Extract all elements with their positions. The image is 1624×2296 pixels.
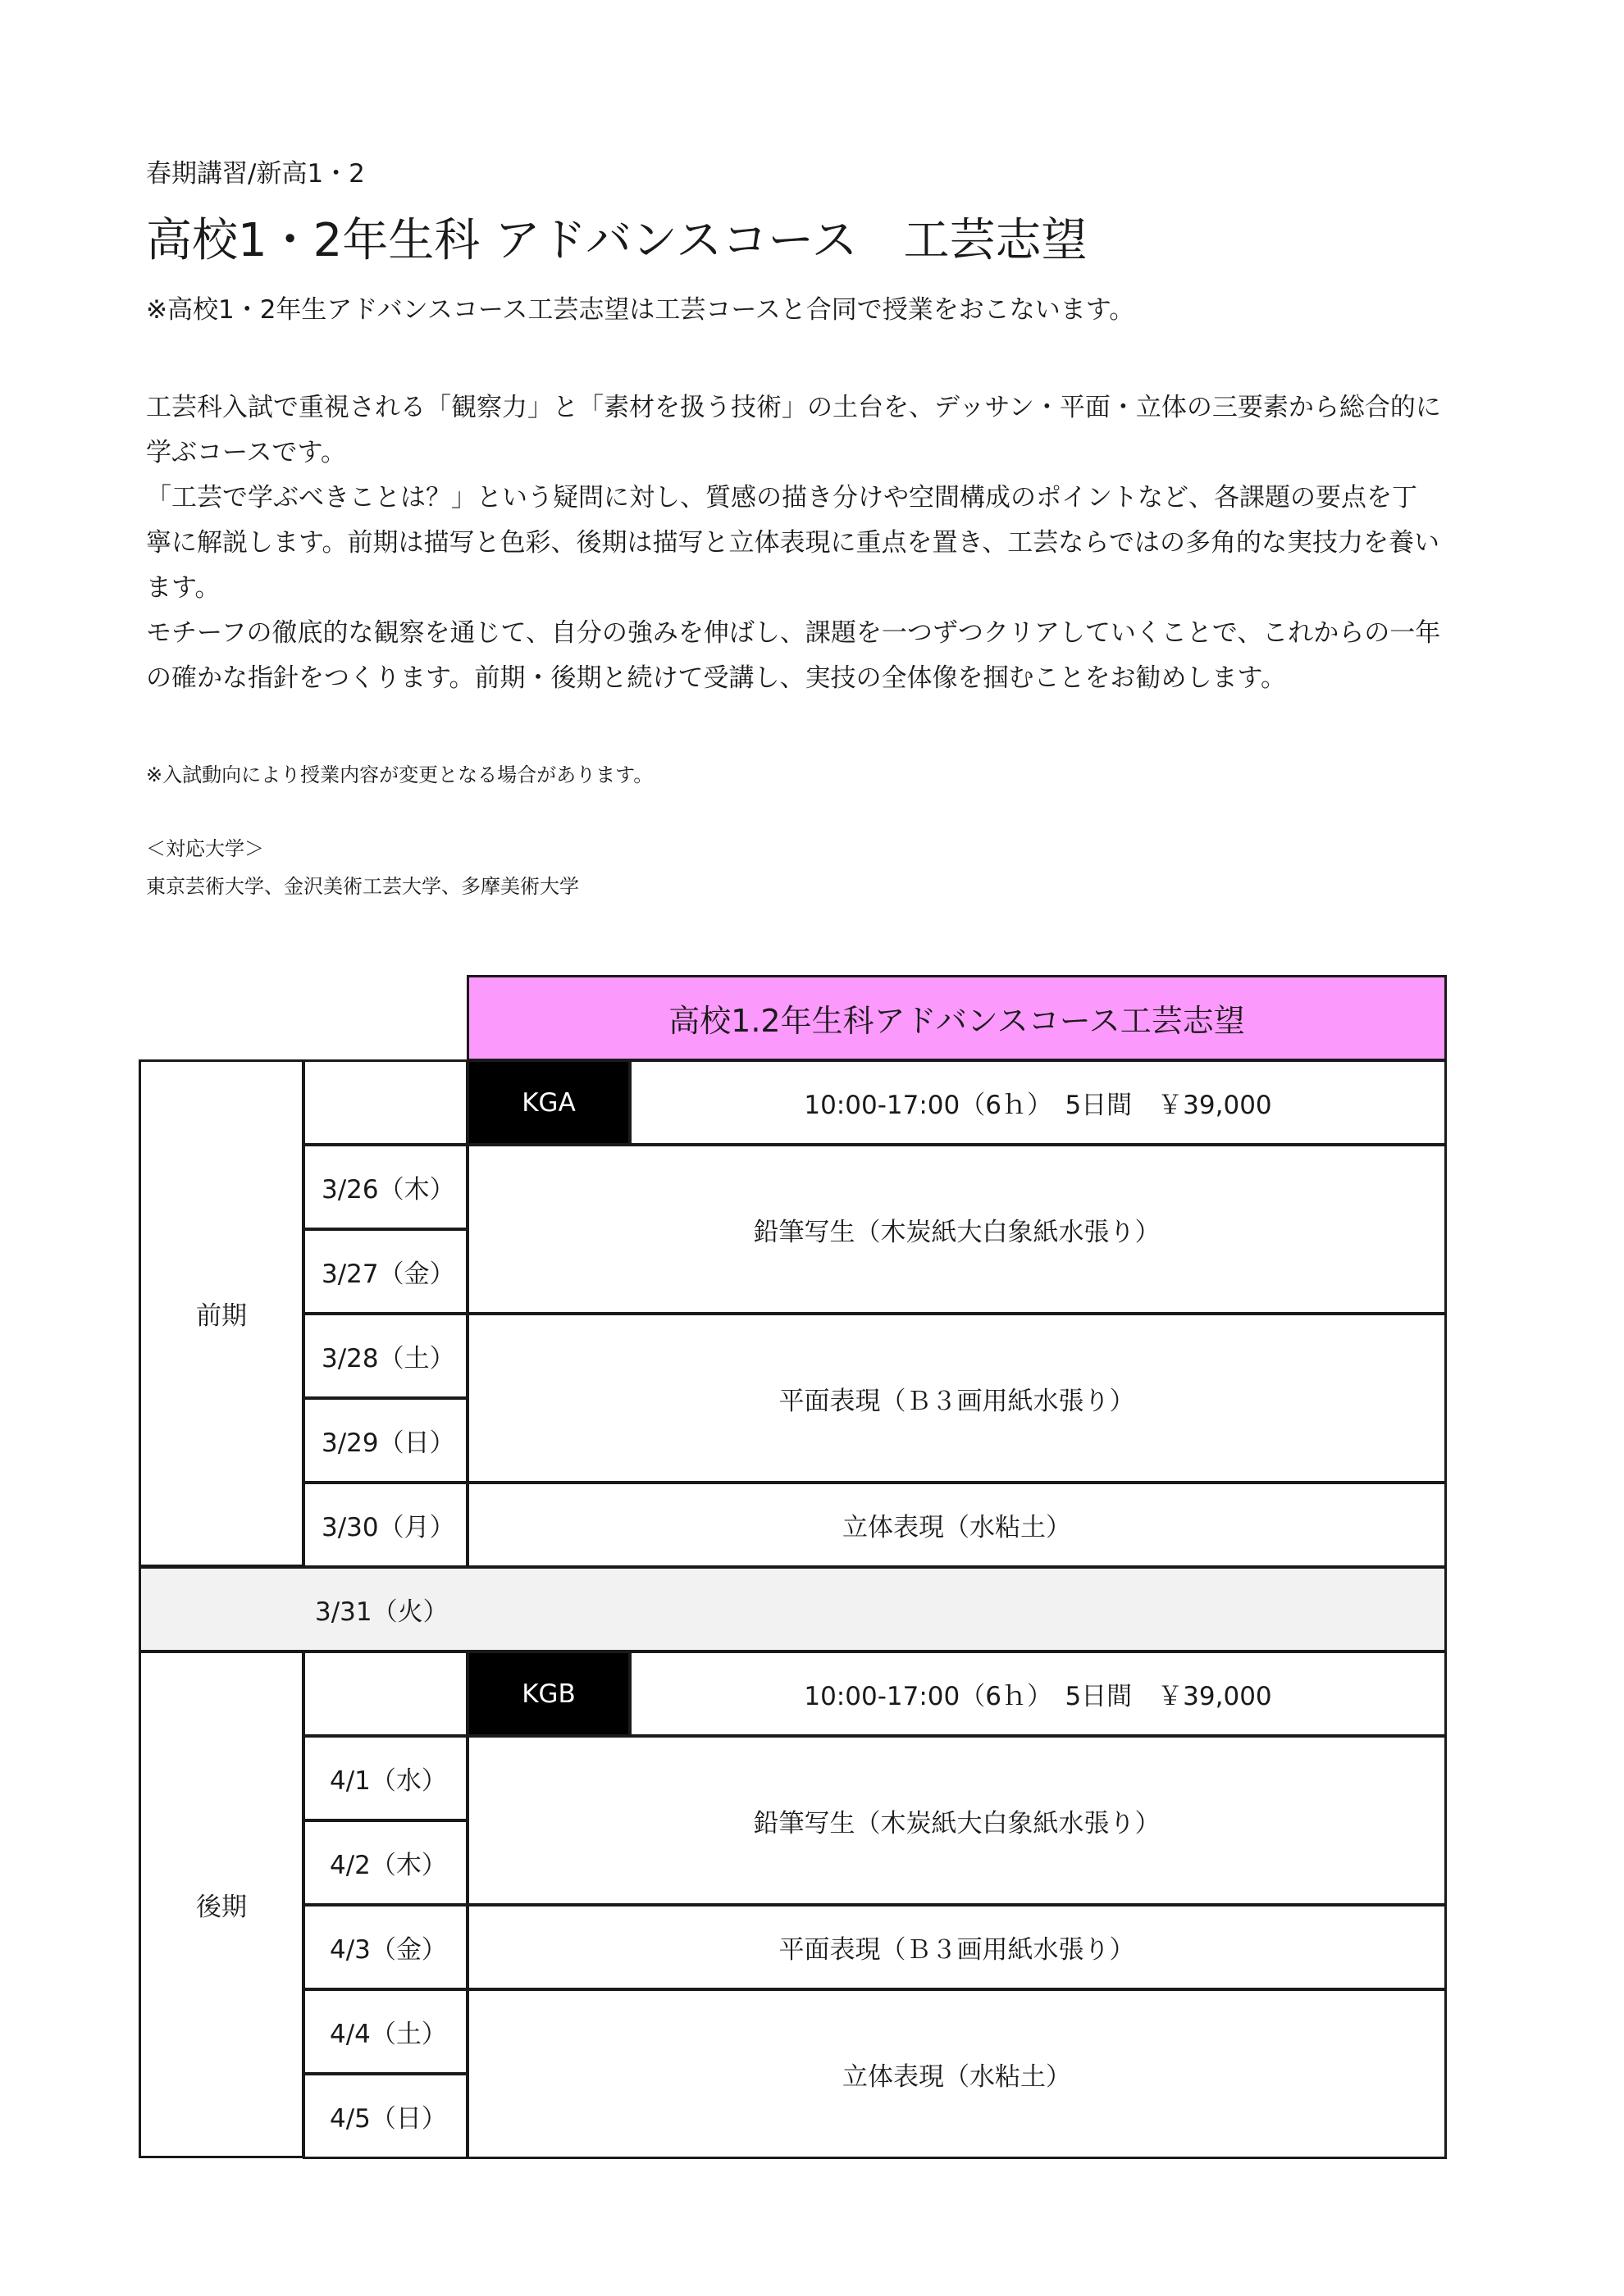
date-cell: 3/28（土） (303, 1313, 468, 1399)
date-cell: 3/26（木） (303, 1144, 468, 1230)
date-cell: 4/5（日） (303, 2073, 468, 2159)
second-term-label: 後期 (139, 1651, 304, 2158)
date-cell: 3/30（月） (303, 1482, 468, 1568)
empty-cell (303, 1651, 468, 1737)
subject-cell: 鉛筆写生（木炭紙大白象紙水張り） (467, 1144, 1447, 1314)
subject-cell: 立体表現（水粘土） (467, 1482, 1447, 1568)
course-title-cell: 高校1.2年生科アドバンスコース工芸志望 (467, 975, 1447, 1061)
subject-cell: 鉛筆写生（木炭紙大白象紙水張り） (467, 1735, 1447, 1906)
subject-cell: 立体表現（水粘土） (467, 1988, 1447, 2159)
course-note: ※高校1・2年生アドバンスコース工芸志望は工芸コースと合同で授業をおこないます。 (146, 295, 1135, 325)
description-paragraph: 「工芸で学ぶべきことは？」という疑問に対し、質感の描き分けや空間構成のポイントなど、各課題の要点を丁寧に解説します。前期は描写と色彩、後期は描写と立体表現に重点を置き、工芸ならではの多角的な実技力を養います。 (146, 483, 1439, 603)
course-code-badge: KGB (467, 1651, 631, 1737)
description-paragraph: 工芸科入試で重視される「観察力」と「素材を扱う技術」の土台を、デッサン・平面・立体の三要素から総合的に学ぶコースです。 (146, 393, 1441, 467)
description-paragraph: モチーフの徹底的な観察を通じて、自分の強みを伸ばし、課題を一つずつクリアしていくことで、これからの一年の確かな指針をつくります。前期・後期と続けて受講し、実技の全体像を掴むことをお勧めします。 (146, 618, 1441, 693)
subject-cell: 平面表現（Ｂ３画用紙水張り） (467, 1904, 1447, 1990)
course-description (146, 385, 1442, 701)
date-cell: 4/3（金） (303, 1904, 468, 1990)
universities-list: 東京芸術大学、金沢美術工芸大学、多摩美術大学 (146, 875, 579, 898)
page-title: 高校1・2年生科 アドバンスコース 工芸志望 (146, 214, 1088, 267)
first-term-label: 前期 (139, 1059, 304, 1567)
empty-cell (303, 1059, 468, 1146)
date-cell: 4/4（土） (303, 1988, 468, 2075)
date-cell: 3/29（日） (303, 1397, 468, 1483)
date-cell: 4/2（木） (303, 1820, 468, 1906)
breadcrumb: 春期講習/新高1・2 (146, 159, 365, 189)
date-cell: 3/27（金） (303, 1228, 468, 1314)
schedule-table (139, 976, 1447, 2158)
course-time-fee: 10:00-17:00（6ｈ） 5日間 ￥39,000 (629, 1651, 1447, 1737)
date-cell: 4/1（水） (303, 1735, 468, 1821)
exam-change-note: ※入試動向により授業内容が変更となる場合があります。 (146, 763, 654, 786)
universities-heading: ＜対応大学＞ (146, 837, 264, 860)
subject-cell: 平面表現（Ｂ３画用紙水張り） (467, 1313, 1447, 1483)
course-time-fee: 10:00-17:00（6ｈ） 5日間 ￥39,000 (629, 1059, 1447, 1146)
course-code-badge: KGA (467, 1059, 631, 1146)
break-day-row: 3/31（火） (139, 1566, 1447, 1652)
